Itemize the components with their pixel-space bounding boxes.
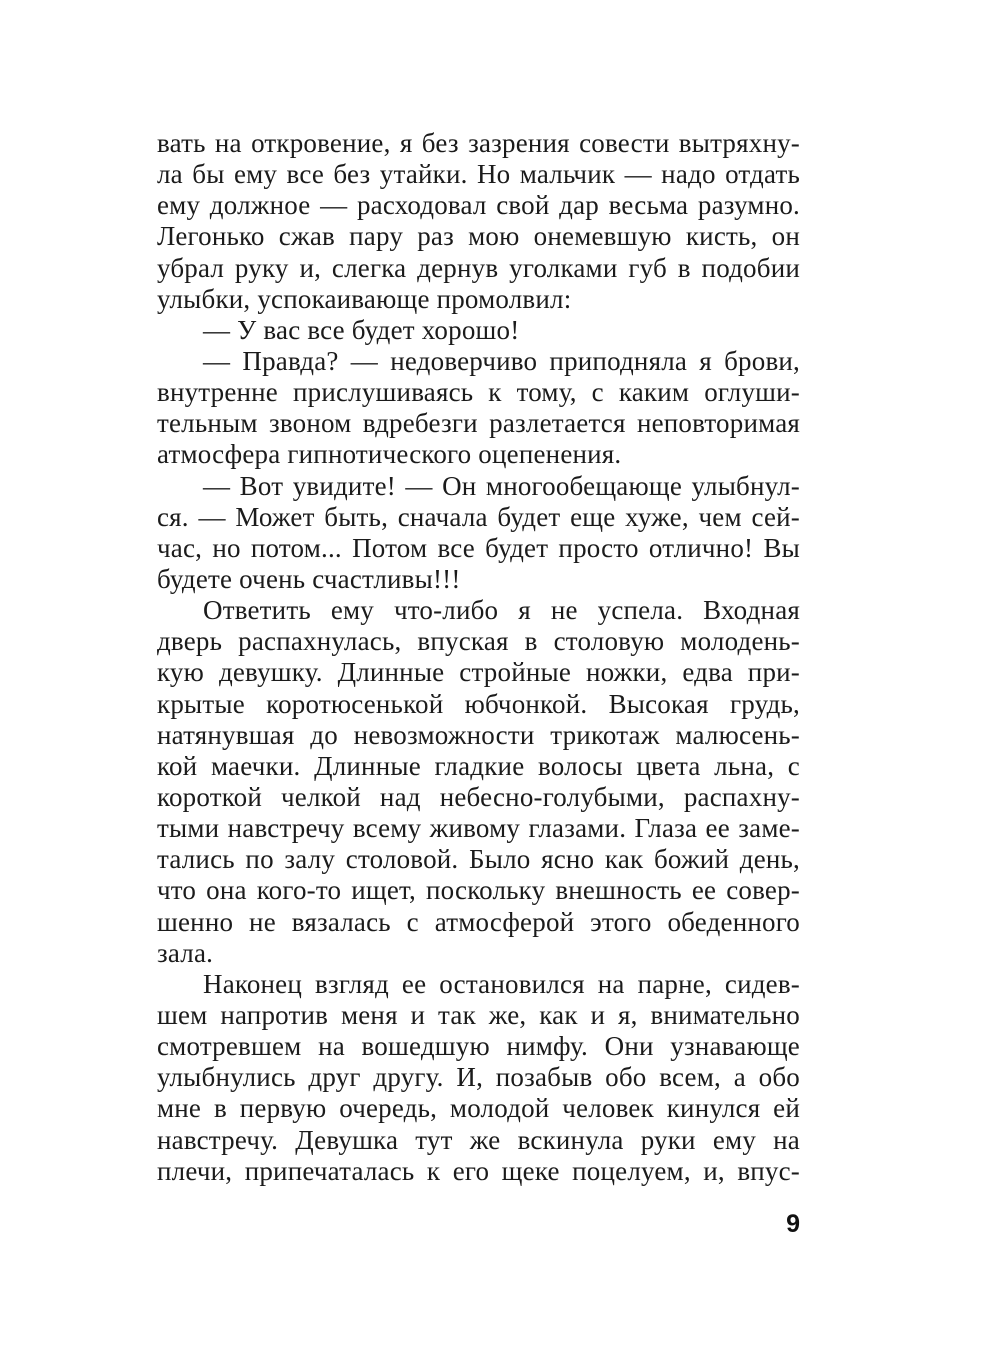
page-number: 9 bbox=[786, 1210, 800, 1238]
text-line: — Правда? — недоверчиво приподняла я брови, bbox=[203, 345, 800, 376]
text-line: Легонько сжав пару раз мою онемевшую кисть, он bbox=[157, 221, 800, 252]
text-line: шем напротив меня и так же, как и я, внимательно bbox=[157, 999, 800, 1030]
text-line: кую девушку. Длинные стройные ножки, едва при- bbox=[157, 657, 800, 688]
text-line: навстречу. Девушка тут же вскинула руки ему на bbox=[157, 1124, 800, 1155]
text-line: — Вот увидите! — Он многообещающе улыбнул- bbox=[203, 470, 800, 501]
text-line: ла бы ему все без утайки. Но мальчик — надо отдать bbox=[157, 159, 800, 190]
text-line: вать на откровение, я без зазрения совести вытряхну- bbox=[157, 128, 800, 158]
text-line: мне в первую очередь, молодой человек кинулся ей bbox=[157, 1093, 800, 1124]
text-line: убрал руку и, слегка дернув уголками губ в подобии bbox=[157, 252, 800, 283]
text-line: тались по залу столовой. Было ясно как божий день, bbox=[157, 844, 800, 875]
text-line: что она кого-то ищет, поскольку внешность ее совер- bbox=[157, 875, 800, 906]
text-line: атмосфера гипнотического оцепенения. bbox=[157, 439, 622, 470]
text-line: короткой челкой над небесно-голубыми, распахну- bbox=[157, 781, 800, 812]
text-line: Наконец взгляд ее остановился на парне, сидев- bbox=[203, 968, 800, 999]
text-line: смотревшем на вошедшую нимфу. Они узнавающе bbox=[157, 1031, 800, 1062]
text-line: кой маечки. Длинные гладкие волосы цвета льна, с bbox=[157, 750, 800, 781]
text-line: Ответить ему что-либо я не успела. Входная bbox=[203, 595, 800, 626]
text-line: будете очень счастливы!!! bbox=[157, 563, 461, 594]
text-line: натянувшая до невозможности трикотаж малюсень- bbox=[157, 719, 800, 750]
body-text bbox=[157, 128, 800, 1187]
text-line: — У вас все будет хорошо! bbox=[203, 314, 520, 345]
text-line: зала. bbox=[157, 937, 214, 968]
text-line: час, но потом... Потом все будет просто отлично! Вы bbox=[157, 532, 800, 563]
text-line: шенно не вязалась с атмосферой этого обеденного bbox=[157, 906, 800, 937]
text-line: тыми навстречу всему живому глазами. Глаза ее заме- bbox=[157, 813, 800, 844]
text-line: плечи, припечаталась к его щеке поцелуем, и, впус- bbox=[157, 1155, 800, 1186]
text-line: ся. — Может быть, сначала будет еще хуже, чем сей- bbox=[157, 501, 800, 532]
text-line: тельным звоном вдребезги разлетается неповторимая bbox=[157, 408, 800, 439]
text-line: ему должное — расходовал свой дар весьма разумно. bbox=[157, 190, 800, 221]
text-line: внутренне прислушиваясь к тому, с каким оглуши- bbox=[157, 377, 800, 408]
text-line: улыбнулись друг другу. И, позабыв обо всем, а обо bbox=[157, 1062, 800, 1093]
text-line: крытые коротюсенькой юбчонкой. Высокая грудь, bbox=[157, 688, 800, 719]
text-line: улыбки, успокаивающе промолвил: bbox=[157, 283, 572, 314]
text-line: дверь распахнулась, впуская в столовую молодень- bbox=[157, 626, 800, 657]
